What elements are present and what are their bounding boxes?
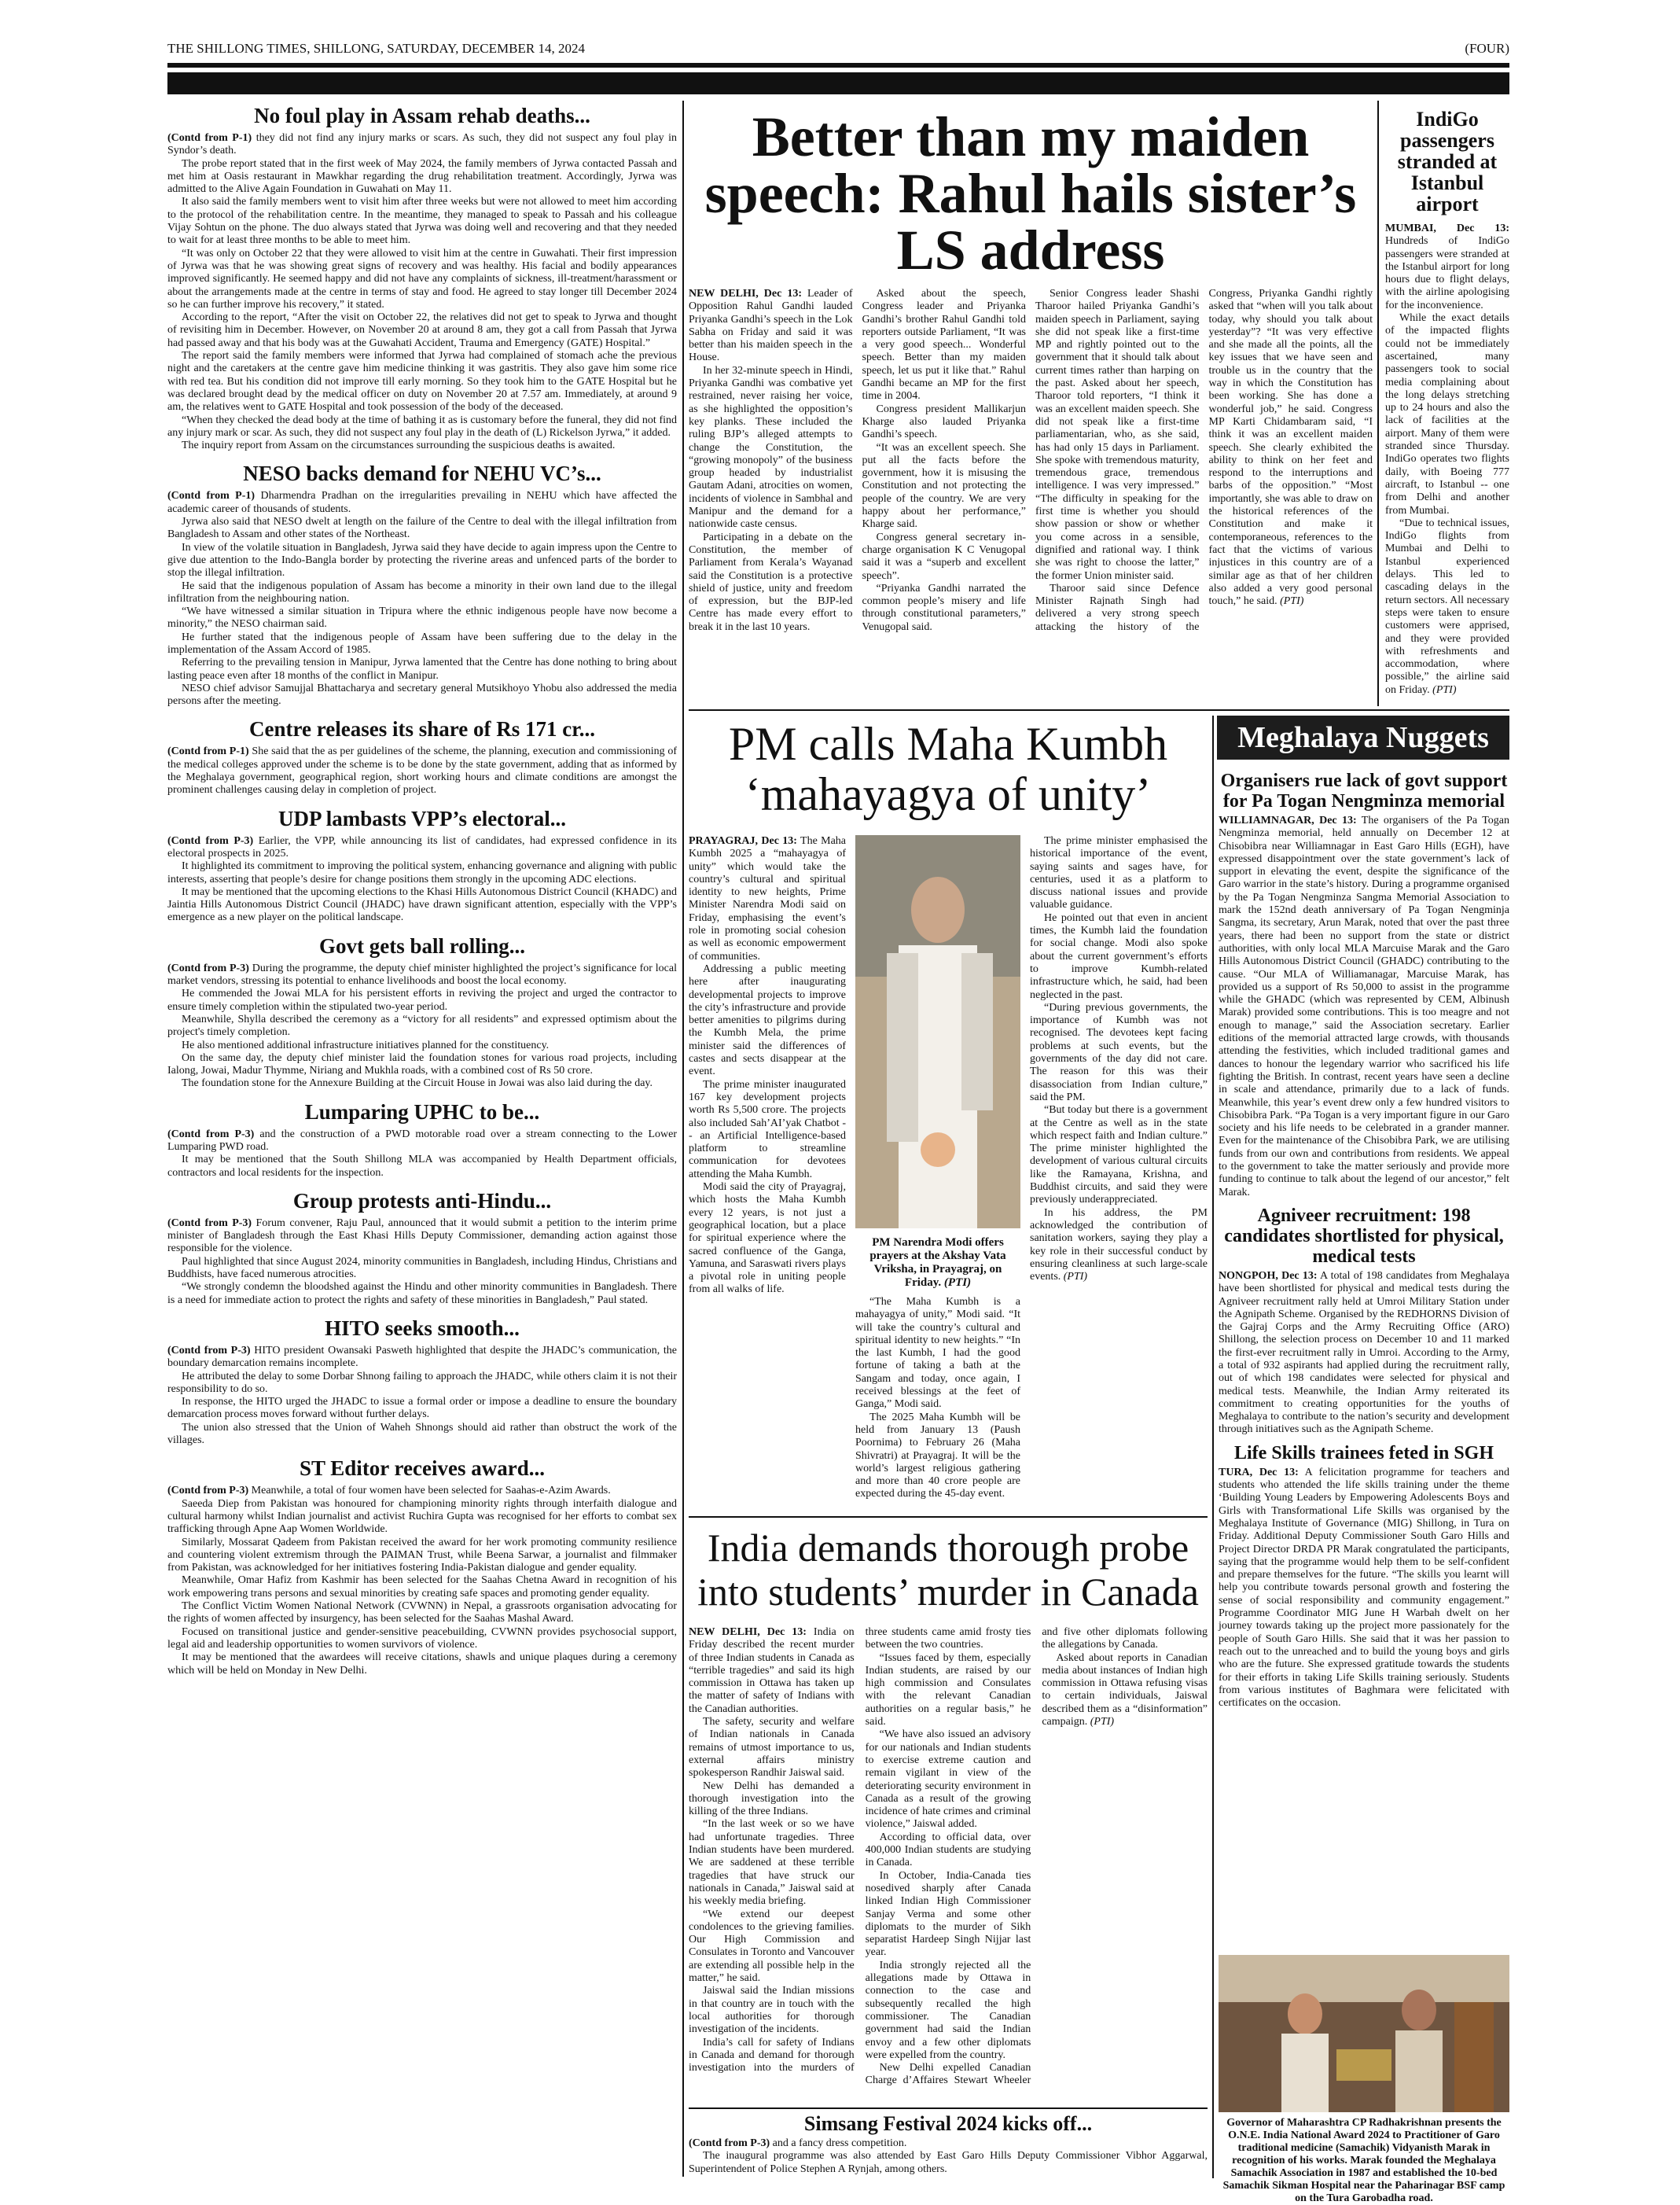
dateline: NEW DELHI, Dec 13:	[689, 1626, 807, 1638]
paragraph: The report said the family members were informed that Jyrwa had complained of stomach ache the previous night and the caretakers at the centre gave him medicine thinking it was gastritis. They also gave him some rice with red tea. But his condition did not improve till early morning. So they took him to the GATE Hospital but he was declared brought dead by the medical officer on duty on November 20 at 7.57 am. Immediately, at around 9 am, the relatives went to GATE Hospital and took possession of the body of the deceased.	[167, 350, 677, 414]
paragraph: The union also stressed that the Union of Waheh Shnongs should aid rather than obstruct the work of the villages.	[167, 1421, 677, 1447]
paragraph-text: During the programme, the deputy chief minister highlighted the project’s significance for local market vendors, stressing its potential to enhance livelihoods and boost the local economy.	[167, 962, 677, 988]
paragraph-text: A total of 198 candidates from Meghalaya have been shortlisted for physical and medical tests during the Agniveer recruitment rally held at Umroi Military Station under the Agnipath Scheme. Organised by the REDHORNS Division of the Gajraj Corps and the Army Recruiting Office (ARO) Shillong, the selection process on December 10 and 11 marked the first-ever recruitment rally in Umroi. According to the Army, a total of 932 aspirants had applied during the recruitment rally, out of which 198 candidates were selected for physical and medical tests. Meanwhile, the Indian Army reiterated its commitment to creating opportunities for the youths of Meghalaya to contribute to the nation’s security and development through initiatives such as the Agnipath Scheme.	[1219, 1269, 1509, 1436]
paragraph: He said that the indigenous population of Assam has become a minority in their own land due to the illegal infiltration from the neighbouring nation.	[167, 580, 677, 605]
divider	[689, 709, 1509, 711]
left-column	[167, 101, 677, 2177]
paragraph: In view of the volatile situation in Bangladesh, Jyrwa said they have decide to again impress upon the Centre to give due attention to the Indo-Bangla border by protecting the riverine areas and unfenced parts of the border to stop the illegal infiltration.	[167, 541, 677, 580]
paragraph: “In the last week or so we have had unfortunate tragedies. Three Indian students have been murdered. We are saddened at these terrible tragedies that have struck our nationals in Canada,” Jaiswal said at his weekly media briefing.	[689, 1818, 855, 1908]
indigo-body	[1385, 223, 1509, 697]
masthead-band	[167, 63, 1509, 94]
paragraph: It also said the family members went to visit him after three weeks but were not allowed to meet him according to the protocol of the rehabilitation centre. In the meantime, they managed to speak to Passah and his colleague Vijay Sohtun on the phone. The duo always stated that Jyrwa was doing well and recovering and that they needed to wait for at least three months to be able to meet him.	[167, 196, 677, 247]
paragraph: He also mentioned additional infrastructure initiatives planned for the constituency.	[182, 1039, 550, 1051]
paragraph	[689, 2137, 1208, 2150]
paragraph: Jyrwa also said that NESO dwelt at length on the failure of the Centre to deal with the illegal infiltration from Bangladesh to Assam and other states of the Northeast.	[167, 516, 677, 541]
paragraph-text: and the construction of a PWD motorable road over a stream connecting to the Lower Lumparing PWD road.	[167, 1128, 677, 1153]
paragraph: “When they checked the dead body at the time of bathing it as is customary before the funeral, they did not find any injury mark or scar. As such, they did not suspect any foul play in the death of (L) Rickelson Jyrwa,” it added.	[167, 414, 677, 439]
award-photo	[1219, 1955, 1509, 2112]
section-headline: Govt gets ball rolling...	[318, 933, 525, 958]
dateline: PRAYAGRAJ, Dec 13:	[689, 835, 797, 847]
paragraph: “Priyanka Gandhi narrated the common people’s misery and life through constitutional parameters,” Venugopal said.	[862, 582, 1026, 633]
paragraph: Congress general secretary in-charge organisation K C Venugopal said it was a “superb and excellent speech”.	[862, 531, 1026, 582]
nuggets-column	[1219, 764, 1509, 1960]
paragraph: “We extend our deepest condolences to the grieving families. Our High Commission and Consulates in Toronto and Vancouver are extending all possible help in the matter,” he said.	[689, 1908, 855, 1985]
canada-body	[689, 1626, 1208, 2090]
paragraph: “Issues faced by them, especially Indian students, are raised by our high commission and Consulates with the relevant Canadian authorities on a regular basis,” he said.	[865, 1651, 1031, 1728]
canada-story	[689, 1522, 1208, 2104]
contd-label: (Contd from P-1)	[167, 745, 252, 758]
paragraph	[1385, 223, 1509, 312]
contd-label: (Contd from P-1)	[167, 132, 256, 144]
section-headline: HITO seeks smooth...	[325, 1316, 520, 1340]
paragraph	[167, 1128, 677, 1154]
award-caption: Governor of Maharashtra CP Radhakrishnan presents the O.N.E. India National Award 2024 to Practitioner of Garo traditional medicine (Samachik) Vidyanisth Marak in recognition of his works. Marak founded the Meghalaya Samachik Association in 1987 and established the 10-bed Samachik Sikman Hospital near the Paharinagar BSF camp on the Tura Garobadha road.	[1222, 2117, 1505, 2204]
kumbh-left-text	[689, 835, 846, 1480]
paragraph: India’s call for safety of Indians in Canada and demand for thorough investigation into the murders of three students came amid frosty ties between the two countries.	[689, 1626, 1031, 2074]
paragraph: In his address, the PM acknowledged the contribution of sanitation workers, saying they play a key role in their successful conduct by ensuring cleanliness at such large-scale events. (PTI)	[1030, 1206, 1208, 1283]
rahul-body	[689, 288, 1373, 760]
paragraph: The inaugural programme was also attended by East Garo Hills Deputy Commissioner Vibhor Aggarwal, Superintendent of Police Stephen A Rynjah, among others.	[689, 2150, 1208, 2175]
paragraph	[689, 835, 846, 963]
paragraph	[167, 132, 677, 158]
paragraph: Referring to the prevailing tension in Manipur, Jyrwa lamented that the Centre has done nothing to bring about lasting peace even after 18 months of the conflict in Manipur.	[167, 657, 677, 682]
paragraph-text: they did not find any injury marks or scars. As such, they did not suspect any foul play in Syndor’s death.	[167, 132, 677, 157]
pti-credit: (PTI)	[1429, 683, 1457, 696]
paragraph-text: The organisers of the Pa Togan Nengminza memorial, held annually on December 12 at Chisobibra near Williamnagar in East Garo Hills (EGH), have expressed disappointment over the state government’s lack of support in elevating the event, despite the significance of the Garo warrior in the state’s history. During a programme organised by the Pa Togan Nengminza Sangma Memorial Association to mark the 152nd death anniversary of Pa Togan Nengminja Sangma, its secretary, Arun Marak, noted that over the past three years, there had been no support from the state or district authorities, with only local MLA Marcuise Marak and the Garo Hills Autonomous District Council (GHADC) contributing to the cause. “Our MLA of Williamanagar, Marcuise Marak, has provided us a support of Rs 50,000 to assist in the programme while the GHADC (which was represented by CEM, Albinush Marak) provided some contributions. This is too meagre and not enough to manage,” said the Association secretary. Earlier editions of the memorial attracted large crowds, with thousands attending the festivities, which included traditional games and dances to honour the legendary warrior who sacrificed his life fighting the British. In contrast, recent years have seen a decline in scale and attendance, primarily due to a lack of funds. Meanwhile, this year’s event drew only a few hundred visitors to Chisobibra Park. “Pa Togan is a very important figure in our Garo society and his life needs to be celebrated in a grander manner. Even for the maintenance of the Chisobibra Park, we are utilising funds from our own and contributions from residents. We appeal to the government to take the matter seriously and provide more funding to continue to talk about the legend of our ancestor,” felt Marak.	[1219, 815, 1509, 1198]
paragraph-text: Leader of Opposition Rahul Gandhi lauded Priyanka Gandhi’s speech in the Lok Sabha on Friday and said it was better than his maiden speech in the House.	[689, 288, 853, 364]
section-headline: NESO backs demand for NEHU VC’s...	[243, 462, 601, 486]
simsang-story	[689, 2112, 1208, 2183]
paragraph: Paul highlighted that since August 2024, minority communities in Bangladesh, including Hindus, Christians and Buddhists, have faced numerous atrocities.	[167, 1255, 677, 1281]
paragraph: The foundation stone for the Annexure Building at the Circuit House in Jowai was also laid during the day.	[182, 1077, 653, 1090]
dateline: WILLIAMNAGAR, Dec 13:	[1219, 815, 1357, 826]
paragraph: In response, the HITO urged the JHADC to issue a formal order or impose a deadline to ensure the boundary demarcation process moves forward without further delays.	[167, 1396, 677, 1421]
paragraph-text: Forum convener, Raju Paul, announced that it would submit a petition to the interim prime minister of Bangladesh through the East Khasi Hills Deputy Commissioner, demanding action against those responsible for the violence.	[167, 1217, 677, 1255]
contd-label: (Contd from P-3)	[167, 1217, 256, 1229]
paragraph: “It was only on October 22 that they were allowed to visit him at the centre in Guwahati. Their first impression of Jyrwa was that he was showing great signs of recovery and was healthy. His facial and bodily appearances improved significantly. He seemed happy and did not have any complaints of sickness, ill-treatment/harassment or about the arrangements made at the centre in terms of stay and food. He agreed to stay longer till December 2024 so he can further improve his recovery,” it stated.	[167, 247, 677, 311]
nugget-headline: Life Skills trainees feted in SGH	[1234, 1442, 1494, 1463]
section-headline: Centre releases its share of Rs 171 cr...	[249, 717, 595, 742]
paragraph	[1219, 1270, 1509, 1437]
paragraph-text: Dharmendra Pradhan on the irregularities prevailing in NEHU which have affected the academic career of thousands of students.	[167, 490, 678, 515]
paragraph: Asked about the speech, Congress leader and Priyanka Gandhi’s brother Rahul Gandhi told reporters outside Parliament, “It was a very good speech... Wonderful speech. Better than my maiden speech, let us put it like that.” Rahul Gandhi became an MP for the first time in 2004.	[862, 288, 1026, 403]
modi-photo	[855, 835, 1020, 1228]
paragraph: Congress president Mallikarjun Kharge also lauded Priyanka Gandhi’s speech.	[862, 403, 1026, 441]
dateline: TURA, Dec 13:	[1219, 1466, 1299, 1478]
paragraph: In her 32-minute speech in Hindi, Priyanka Gandhi was combative yet restrained, never raising her voice, as she highlighted the opposition’s key planks. These included the ruling BJP’s alleged attempts to change the Constitution, the “growing monopoly” of the business group headed by industrialist Gautam Adani, atrocities on women, incidents of violence in Sambhal and Manipur and the demand for a nationwide caste census.	[689, 364, 853, 531]
paragraph: “During previous governments, the importance of Kumbh was not recognised. The devotees kept facing problems at such events, but the governments of the day did not care. The reason for this was their disassociation from Indian culture,” said the PM.	[1030, 1001, 1208, 1103]
kumbh-headline: PM calls Maha Kumbh ‘mahayagya of unity’	[728, 718, 1168, 820]
paragraph: The 2025 Maha Kumbh will be held from January 13 (Paush Poornima) to February 26 (Maha Shivratri) at Prayagraj. It will be the world’s largest religious gathering and more than 40 crore people are expected during the 45-day event.	[855, 1411, 1020, 1500]
contd-label: (Contd from P-1)	[167, 490, 261, 502]
paragraph	[167, 745, 677, 797]
paragraph: Focused on transitional justice and gender-sensitive peacebuilding, CVWNN provides psychosocial support, legal aid and leadership opportunities to women survivors of violence.	[167, 1625, 677, 1651]
paragraph-text: A felicitation programme for teachers and students who attended the life skills training under the theme ‘Building Young Leaders by Empowering Adolescents Boys and Girls with Transformational Life Skills was organised by the Meghalaya Institute of Governance (MIG) Shillong, in Tura on Friday. Additional Deputy Commissioner South Garo Hills and Project Director DRDA PR Marak congratulated the participants, saying that the programme would help them to be self-confident and prepare themselves for the future. “The skills you learnt will help you contribute towards personal growth and fostering the sense of social responsibility and community engagement.” Programme Coordinator MIG June H Warbah dwelt on her journey towards taking up the project more passionately for the people of South Garo Hills. She said that it was her passion to reach out to the unreached and to build the young boys and girls who are the future. She expressed gratitude towards the students for their efforts in taking Life Skills training seriously. Students from various institutes of Baghmara were felicitated with certificates on the occasion.	[1219, 1466, 1509, 1710]
nugget-headline: Agniveer recruitment: 198 candidates shortlisted for physical, medical tests	[1224, 1205, 1504, 1267]
page-number: (FOUR)	[1465, 41, 1509, 56]
divider	[689, 1516, 1208, 1518]
paragraph	[1219, 1467, 1509, 1710]
paragraph: According to the report, “After the visit on October 22, the relatives did not get to speak to Jyrwa and thought of revisiting him in December. However, on November 20 at around 8 am, they got a call from Passah that Jyrwa had passed away and that his body was at the Guwahati Accident, Trauma and Emergency (GATE) Hospital.”	[167, 311, 677, 349]
paragraph	[689, 288, 853, 365]
paragraph: On the same day, the deputy chief minister laid the foundation stones for various road projects, including Ialong, Jowai, Madur Thymme, Niriang and Mukhla roads, with a combined cost of Rs 50 crore.	[167, 1051, 677, 1077]
contd-label: (Contd from P-3)	[167, 1485, 252, 1497]
simsang-body	[689, 2137, 1208, 2176]
paragraph: Saeeda Diep from Pakistan was honoured for championing minority rights through interfaith dialogue and cultural harmony whilst Indian journalist and activist Ruchira Gupta was recognised for her efforts to combat sex trafficking through Apne Aap Women Worldwide.	[167, 1497, 677, 1536]
paragraph	[167, 490, 677, 516]
paragraph: “The Maha Kumbh is a mahayagya of unity,” Modi said. “It will take the country’s cultural and spiritual identity to new heights.” “In the last Kumbh, I had the good fortune of taking a bath at the Sangam and today, once again, I received blessings at the feet of Ganga,” Modi said.	[855, 1296, 1020, 1411]
paragraph: He further stated that the indigenous people of Assam have been suffering due to the delay in the implementation of the Assam Accord of 1985.	[167, 631, 677, 656]
pti-credit: (PTI)	[1061, 1271, 1088, 1283]
dateline: NEW DELHI, Dec 13:	[689, 288, 802, 300]
paragraph: “It was an excellent speech. She put all the facts before the government, how it is misusing the Constitution and not protecting the people of the country. We are very happy about her performance,” Kharge said.	[862, 441, 1026, 531]
paragraph	[167, 1217, 677, 1256]
divider	[1377, 101, 1379, 706]
paragraph: “We strongly condemn the bloodshed against the Hindu and other minority communities in Bangladesh. There is a need for immediate action to protect the rights and safety of these minorities in Bangladesh,” Paul stated.	[167, 1281, 677, 1306]
paragraph: Participating in a debate on the Constitution, the member of Parliament from Kerala’s Wayanad said the Constitution is a protective shield of justice, unity and freedom of expression, but the BJP-led Centre has made every effort to break it in the last 10 years.	[689, 531, 853, 633]
paragraph: Tharoor said since Defence Minister Rajnath Singh had delivered a very strong speech attacking the history of the Congress, Priyanka Gandhi rightly asked that “when will you talk about today, why should you talk about yesterday”? “It was very effective and she made all the points, all the key issues that we have seen and trouble us in the country that the way in which the Constitution has been working. She has done a wonderful job,” he said. Congress MP Karti Chidambaram said, “I think it was an excellent maiden speech. She clearly exhibited the ability to think on her feet and respond to the interruptions and barbs of the opposition.” “Most importantly, she was able to draw on the historical references of the Constitution and make it contemporaneous, references to the fact that the victims of various injustices in this country are of a similar age as that of her children also added a very good personal touch,” he said. (PTI)	[1035, 288, 1373, 633]
canada-headline: India demands thorough probe into students’ murder in Canada	[697, 1526, 1199, 1614]
pti-credit: (PTI)	[1277, 595, 1304, 608]
pti-credit: (PTI)	[1087, 1716, 1115, 1728]
masthead-line	[167, 41, 1509, 57]
paragraph: “We have also issued an advisory for our nationals and Indian students to exercise extreme caution and remain vigilant in view of the deteriorating security environment in Canada as a result of the growing incidence of hate crimes and criminal violence,” Jaiswal added.	[865, 1728, 1031, 1831]
simsang-headline: Simsang Festival 2024 kicks off...	[803, 2112, 1093, 2135]
masthead-left: THE SHILLONG TIMES, SHILLONG, SATURDAY, DECEMBER 14, 2024	[167, 41, 585, 56]
indigo-headline: IndiGo passengers stranded at Istanbul airport	[1397, 108, 1498, 215]
paragraph: He attributed the delay to some Dorbar Shnong failing to approach the JHADC, while others claim it is not their responsibility to do so.	[167, 1370, 677, 1395]
contd-label: (Contd from P-3)	[167, 962, 252, 974]
paragraph	[167, 835, 677, 861]
paragraph: Meanwhile, Shylla described the ceremony as a “victory for all residents” and expressed optimism about the project's timely completion.	[167, 1013, 677, 1039]
divider	[682, 101, 684, 2177]
paragraph	[167, 1345, 677, 1371]
paragraph: “But today but there is a government at the Centre as well as in the state which respect faith and Indian culture.” The prime minister highlighted the development of various cultural circuits like the Ramayana, Krishna, and Buddhist circuits, and said they were previously underappreciated.	[1030, 1104, 1208, 1206]
paragraph: It highlighted its commitment to improving the political system, enhancing governance and aligning with public interests, asserting that people’s desire for change positions them strongly in the upcoming ADC elections.	[167, 860, 677, 885]
paragraph	[167, 1485, 677, 1497]
section-headline: No foul play in Assam rehab deaths...	[254, 104, 590, 127]
divider	[689, 2107, 1208, 2109]
paragraph: “We have witnessed a similar situation in Tripura where the ethnic indigenous people have now become a minority,” the NESO chairman said.	[167, 606, 677, 631]
paragraph-text: and a fancy dress competition.	[772, 2137, 907, 2149]
indigo-story	[1385, 104, 1509, 701]
paragraph: In October, India-Canada ties nosedived sharply after Canada linked Indian High Commissioner Sanjay Verma and some other diplomats to the murder of Sikh separatist Hardeep Singh Nijjar last year.	[865, 1869, 1031, 1959]
paragraph	[1219, 815, 1509, 1199]
paragraph-text: HITO president Owansaki Pasweth highlighted that despite the JHADC’s communication, the boundary demarcation remains incomplete.	[167, 1344, 677, 1370]
paragraph: While the exact details of the impacted flights could not be immediately ascertained, many passengers took to social media complaining about the long delays stretching up to 24 hours and also the lack of facilities at the airport. Many of them were stranded since Thursday. IndiGo operates two flights daily, with Boeing 777 aircraft, to Istanbul -- one from Delhi and another from Mumbai.	[1385, 312, 1509, 517]
paragraph: The prime minister inaugurated 167 key development projects worth Rs 5,500 crore. The projects also included Sah’AI’yak Chatbot -- an Artificial Intelligence-based platform to streamline communication for devotees attending the Maha Kumbh.	[689, 1078, 846, 1180]
kumbh-middle-text	[855, 1296, 1020, 1500]
kumbh-right-text	[1030, 835, 1208, 1480]
paragraph: Senior Congress leader Shashi Tharoor hailed Priyanka Gandhi’s maiden speech in Parliament, saying she did not speak like a first-time MP and rightly pointed out to the government that it should talk about current times rather than harping on the past. Asked about her speech, Tharoor told reporters, “I think it was an excellent maiden speech. She did not speak like a first-time parliamentarian, who, as she said, has had only 15 days in Parliament. She spoke with tremendous maturity, tremendous grace, tremendous intelligence. I was very impressed.” “The difficulty in speaking for the first time is whether you should show passion or show or whether you come across in a sensible, dignified and rational way. I think she was right to choose the latter,” the former Union minister said.	[1035, 288, 1200, 582]
kumbh-story	[689, 716, 1208, 1510]
paragraph: Similarly, Mossarat Qadeem from Pakistan received the award for her work promoting community resilience and countering violent extremism through the PAIMAN Trust, while Beena Sarwar, a journalist and filmmaker from Pakistan, was acknowledged for her initiatives fostering India-Pakistan dialogue and gender equality.	[167, 1536, 677, 1574]
paragraph: The inquiry report from Assam on the circumstances surrounding the suspicious deaths is awaited.	[182, 440, 616, 452]
paragraph: New Delhi has demanded a thorough investigation into the killing of the three Indians.	[689, 1780, 855, 1818]
nugget-headline: Organisers rue lack of govt support for Pa Togan Nengminza memorial	[1220, 771, 1508, 812]
paragraph: It may be mentioned that the upcoming elections to the Khasi Hills Autonomous District Council (KHADC) and Jaintia Hills Autonomous District Council (JHADC) have drawn significant attention, especially with the VPP’s emergence as a new player on the political landscape.	[167, 885, 677, 924]
paragraph: “Due to technical issues, IndiGo flights from Mumbai and Delhi to Istanbul experienced delays. This led to cascading delays in the return sectors. All necessary steps were taken to ensure customers were apprised, and they were provided with refreshments and accommodation, where possible,” the airline said on Friday. (PTI)	[1385, 517, 1509, 696]
rahul-story	[689, 104, 1373, 701]
section-headline: ST Editor receives award...	[300, 1456, 545, 1481]
paragraph: It may be mentioned that the South Shillong MLA was accompanied by Health Department officials, contractors and local residents for the inspection.	[167, 1154, 677, 1179]
paragraph-text: India on Friday described the recent murder of three Indian students in Canada as “terrible tragedies” and said its high commission in Ottawa has taken up the matter of safety of Indians with the Canadian authorities.	[689, 1626, 855, 1715]
nuggets-banner: Meghalaya Nuggets	[1217, 716, 1509, 760]
paragraph	[689, 1626, 855, 1716]
paragraph: NESO chief advisor Samujjal Bhattacharya and secretary general Mutsikhoyo Yhobu also addressed the media persons after the meeting.	[167, 682, 677, 708]
paragraph: Meanwhile, Omar Hafiz from Kashmir has been selected for the Saahas Chetna Award in recognition of his work empowering trans persons and sexual minorities by creating safe spaces and promoting gender equality.	[167, 1574, 677, 1599]
paragraph: India strongly rejected all the allegations made by Ottawa in connection to the case and subsequently recalled the high commissioner. The Canadian government had said the Indian envoy and a few other diplomats were expelled from the country.	[865, 1959, 1031, 2061]
kumbh-caption-pti: (PTI)	[943, 1276, 972, 1289]
paragraph-text: She said that the as per guidelines of the scheme, the planning, execution and commissioning of the medical colleges approved under the scheme is to be done by the state government, adding that as informed by the Meghalaya government, geographical region, short working hours and climate conditions are amongst the prominent challenges causing delay in completion of project.	[167, 745, 677, 797]
paragraph	[167, 963, 677, 988]
paragraph: He commended the Jowai MLA for his persistent efforts in reviving the project and urged the contractor to ensure timely completion within the stipulated two-year period.	[167, 988, 677, 1013]
section-headline: Group protests anti-Hindu...	[292, 1188, 552, 1213]
paragraph: The prime minister emphasised the historical importance of the event, saying saints and sages have, for centuries, used it as a platform to discuss national issues and provide valuable guidance.	[1030, 835, 1208, 911]
dateline: MUMBAI, Dec 13:	[1385, 223, 1509, 234]
paragraph: According to official data, over 400,000 Indian students are studying in Canada.	[865, 1831, 1031, 1869]
paragraph: The safety, security and welfare of Indian nationals in Canada remains of utmost importance to us, external affairs ministry spokesperson Randhir Jaiswal said.	[689, 1716, 855, 1780]
paragraph-text: Meanwhile, a total of four women have been selected for Saahas-e-Azim Awards.	[251, 1485, 611, 1497]
divider	[1212, 716, 1214, 2178]
nuggets-photo-block	[1219, 1955, 1509, 2204]
contd-label: (Contd from P-3)	[167, 834, 259, 847]
paragraph: Addressing a public meeting here after inaugurating developmental projects to improve the city’s infrastructure and provide better amenities to pilgrims during the Kumbh Mela, the prime minister said the differences of castes and sects disappear at the event.	[689, 963, 846, 1078]
dateline: NONGPOH, Dec 13:	[1219, 1269, 1318, 1282]
paragraph: The Conflict Victim Women National Network (CVWNN) in Nepal, a grassroots organisation advocating for the rights of women affected by insurgency, has been selected for the Saahas Mashal Award.	[167, 1600, 677, 1625]
section-headline: UDP lambasts VPP’s electoral...	[278, 806, 566, 830]
paragraph: Asked about reports in Canadian media about instances of Indian high commission in Ottawa refusing visas to certain individuals, Jaiswal described them as a “disinformation” campaign. (PTI)	[1042, 1651, 1208, 1728]
section-headline: Lumparing UPHC to be...	[304, 1099, 540, 1124]
paragraph: The probe report stated that in the first week of May 2024, the family members of Jyrwa contacted Passah and met him at Oasis restaurant in Mawkhar regarding the drug rehabilitation treatment. Accordingly, Jyrwa was admitted to the Alive Again Foundation in Guwahati on May 11.	[167, 157, 677, 196]
contd-label: (Contd from P-3)	[167, 1128, 260, 1140]
paragraph: He pointed out that even in ancient times, the Kumbh laid the foundation for social change. Modi also spoke about the current government’s efforts to improve Kumbh-related infrastructure which, he said, had been neglected in the past.	[1030, 911, 1208, 1001]
paragraph: Jaiswal said the Indian missions in that country are in touch with the local authorities for thorough investigation of the incidents.	[689, 1985, 855, 2036]
paragraph-text: The Maha Kumbh 2025 a “mahayagya of unity” which would take the country’s cultural and spiritual identity to new heights, Prime Minister Narendra Modi said on Friday, emphasising the event’s role in promoting social cohesion as well as economic empowerment of communities.	[689, 835, 846, 963]
paragraph-text: Earlier, the VPP, while announcing its list of candidates, had expressed confidence in its electoral prospects in 2025.	[167, 834, 678, 860]
contd-label: (Contd from P-3)	[689, 2137, 773, 2149]
paragraph: Modi said the city of Prayagraj, which hosts the Maha Kumbh every 12 years, is not just a geographical location, but a place for spiritual experience where the sacred confluence of the Ganga, Yamuna, and Saraswati rivers plays a pivotal role in uniting people from all walks of life.	[689, 1181, 846, 1296]
paragraph: New Delhi expelled Canadian Charge d’Affaires Stewart Wheeler and five other diplomats following the allegations by Canada.	[865, 1626, 1208, 2087]
kumbh-photo-block	[855, 835, 1020, 1500]
rahul-headline: Better than my maiden speech: Rahul hails sister’s LS address	[704, 105, 1357, 282]
contd-label: (Contd from P-3)	[167, 1344, 255, 1356]
kumbh-caption-text: PM Narendra Modi offers prayers at the Akshay Vata Vriksha, in Prayagraj, on Friday.	[869, 1236, 1006, 1289]
paragraph-text: Hundreds of IndiGo passengers were stranded at the Istanbul airport for long hours due to flight delays, with the airline apologising for the inconvenience.	[1385, 235, 1509, 311]
kumbh-caption	[855, 1236, 1020, 1290]
paragraph: It may be mentioned that the awardees will receive citations, shawls and unique plaques during a ceremony which will be held on Monday in New Delhi.	[167, 1651, 677, 1677]
